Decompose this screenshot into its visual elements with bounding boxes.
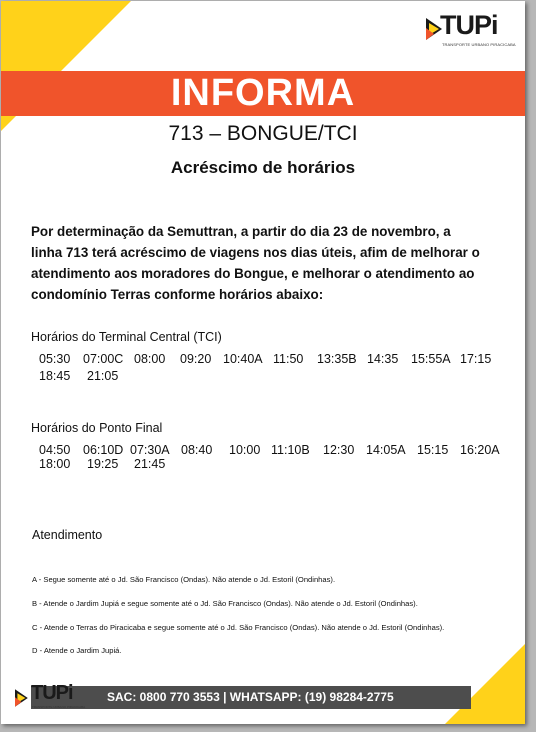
time-entry: 10:40A [223, 352, 263, 366]
time-entry: 13:35B [317, 352, 357, 366]
time-entry: 08:40 [181, 443, 213, 457]
informative-document [1, 1, 525, 724]
time-entry: 12:30 [323, 443, 355, 457]
atendimento-note: B - Atende o Jardim Jupiá e segue somente até o Jd. São Francisco (Ondas). Não atende o Jd. Estoril (Ondinhas). [32, 599, 418, 608]
time-entry: 14:05A [366, 443, 406, 457]
atendimento-note: A - Segue somente até o Jd. São Francisco (Ondas). Não atende o Jd. Estoril (Ondinhas). [32, 575, 336, 584]
time-entry: 18:45 [39, 369, 71, 383]
intro-line: linha 713 terá acréscimo de viagens nos dias úteis, afim de melhorar o [31, 245, 480, 260]
time-entry: 11:10B [271, 443, 310, 457]
ponto-final-section-title: Horários do Ponto Final [31, 421, 163, 435]
time-entry: 07:30A [130, 443, 170, 457]
page-subtitle: Acréscimo de horários [170, 158, 356, 177]
logo-text: TUPi [31, 682, 73, 704]
intro-line: atendimento aos moradores do Bongue, e melhorar o atendimento ao [31, 266, 475, 281]
intro-paragraph [31, 221, 501, 305]
time-entry: 21:05 [87, 369, 119, 383]
time-entry: 07:00C [83, 352, 124, 366]
time-entry: 17:15 [460, 352, 492, 366]
time-entry: 04:50 [39, 443, 71, 457]
atendimento-note: C - Atende o Terras do Piracicaba e segue somente até o Jd. São Francisco (Ondas). Não atende o Jd. Estoril (Ondinhas). [32, 623, 445, 632]
time-entry: 11:50 [273, 352, 304, 366]
page-title: 713 – BONGUE/TCI [168, 122, 358, 145]
time-entry: 10:00 [229, 443, 261, 457]
time-entry: 09:20 [180, 352, 212, 366]
atendimento-title: Atendimento [32, 528, 103, 542]
tupi-logo-footer [15, 682, 95, 715]
informa-banner [1, 71, 525, 116]
tupi-logo [426, 12, 516, 60]
time-entry: 08:00 [134, 352, 166, 366]
logo-subtitle: TRANSPORTE URBANO PIRACICABA [442, 42, 516, 47]
tci-section-title: Horários do Terminal Central (TCI) [31, 330, 222, 344]
intro-line: condomínio Terras conforme horários abaixo: [31, 287, 324, 302]
intro-line: Por determinação da Semuttran, a partir do dia 23 de novembro, a [31, 224, 451, 239]
time-entry: 15:55A [411, 352, 451, 366]
footer-contact-text: SAC: 0800 770 3553 | WHATSAPP: (19) 98284-2775 [107, 690, 394, 704]
time-entry: 21:45 [134, 457, 166, 471]
yellow-corner-decoration-bottom [445, 644, 525, 724]
banner-text: INFORMA [170, 72, 356, 114]
logo-subtitle: TRANSPORTE URBANO PIRACICABA [32, 705, 86, 709]
logo-text: TUPi [440, 10, 498, 40]
atendimento-note: D - Atende o Jardim Jupiá. [32, 646, 122, 655]
logo-arrow-icon [15, 686, 31, 710]
time-entry: 05:30 [39, 352, 71, 366]
time-entry: 15:15 [417, 443, 449, 457]
time-entry: 18:00 [39, 457, 71, 471]
time-entry: 19:25 [87, 457, 119, 471]
time-entry: 06:10D [83, 443, 124, 457]
time-entry: 16:20A [460, 443, 500, 457]
time-entry: 14:35 [367, 352, 399, 366]
